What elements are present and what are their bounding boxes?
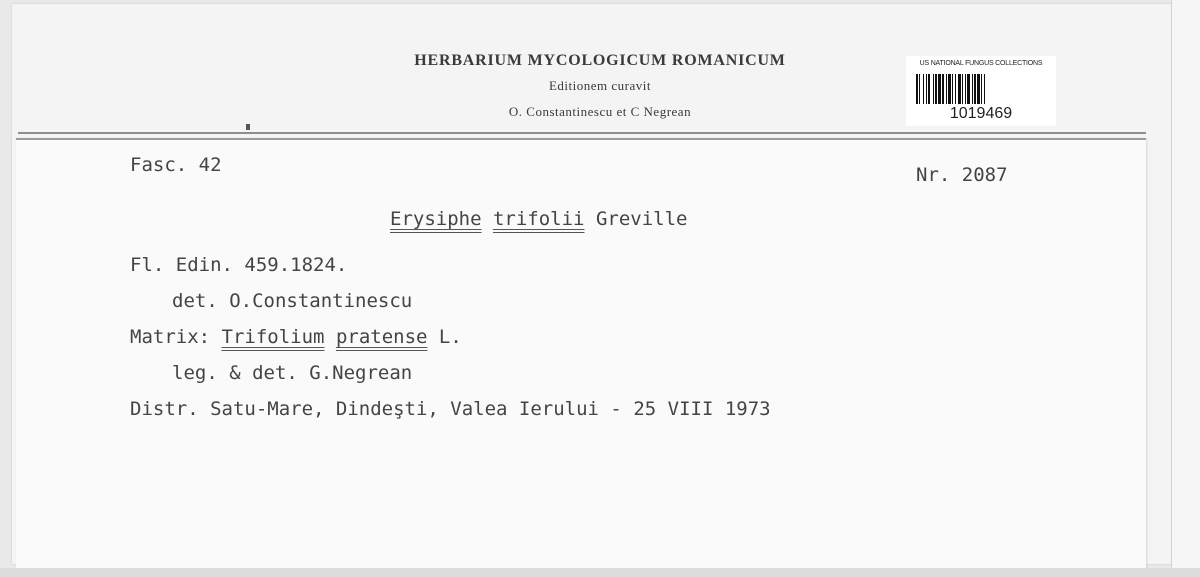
- collector: leg. & det. G.Negrean: [172, 362, 413, 384]
- publication-reference: Fl. Edin. 459.1824.: [130, 254, 348, 276]
- matrix-prefix: Matrix:: [130, 326, 211, 348]
- specimen-number: Nr. 2087: [916, 164, 1008, 186]
- distribution-locality: Distr. Satu-Mare, Dindeşti, Valea Ierului - 25 VIII 1973: [130, 398, 771, 420]
- host-author: L.: [438, 326, 462, 348]
- barcode-icon: [916, 74, 1046, 104]
- divider-line: [18, 132, 1146, 134]
- right-paper-edge: [1171, 0, 1200, 577]
- species-author: Greville: [595, 208, 688, 230]
- species-name: [390, 208, 687, 230]
- herbarium-subtitle: Editionem curavit: [548, 78, 651, 93]
- barcode-caption: US NATIONAL FUNGUS COLLECTIONS: [919, 60, 1043, 67]
- barcode-number: 1019469: [949, 105, 1013, 122]
- host-matrix: [130, 326, 462, 348]
- herbarium-title: HERBARIUM MYCOLOGICUM ROMANICUM: [414, 52, 786, 69]
- determiner: det. O.Constantinescu: [172, 290, 413, 312]
- species-epithet: trifolii: [492, 208, 585, 230]
- ink-mark: [246, 124, 250, 130]
- host-species: pratense: [335, 326, 428, 348]
- fascicle-number: Fasc. 42: [130, 154, 222, 176]
- bottom-paper-edge: [0, 568, 1200, 577]
- herbarium-curators: O. Constantinescu et C Negrean: [508, 104, 692, 119]
- genus-name: Erysiphe: [390, 208, 482, 230]
- host-genus: Trifolium: [221, 326, 325, 348]
- specimen-label: [16, 138, 1146, 568]
- barcode-label: [906, 56, 1056, 126]
